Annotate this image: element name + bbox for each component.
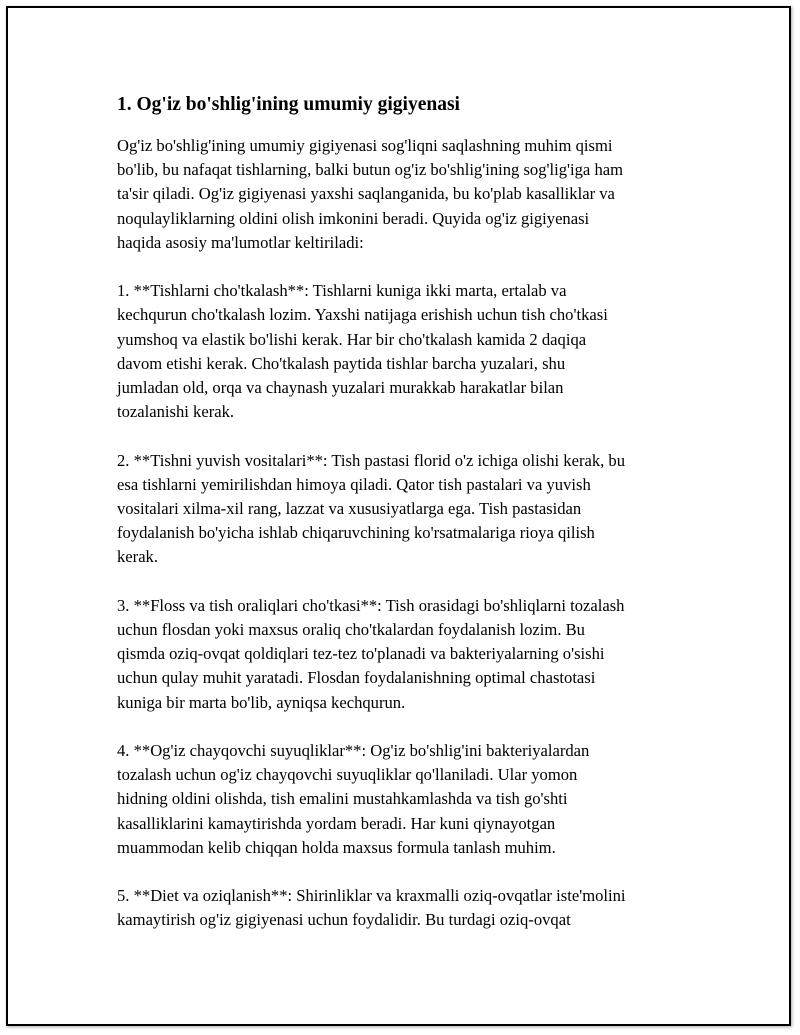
paragraph-item-3 — [117, 594, 697, 715]
text-line: tozalash uchun og'iz chayqovchi suyuqliklar qo'llaniladi. Ular yomon — [117, 765, 578, 785]
text-line: vositalari xilma-xil rang, lazzat va xususiyatlarga ega. Tish pastasidan — [117, 499, 582, 519]
text-line: 5. **Diet va oziqlanish**: Shirinliklar va kraxmalli oziq-ovqatlar iste'molini — [117, 886, 626, 906]
paragraph-item-4 — [117, 739, 697, 860]
text-line: 3. **Floss va tish oraliqlari cho'tkasi**: Tish orasidagi bo'shliqlarni tozalash — [117, 595, 625, 615]
paragraph-spacer — [117, 570, 697, 594]
text-line: ta'sir qiladi. Og'iz gigiyenasi yaxshi saqlanganida, bu ko'plab kasalliklar va — [117, 184, 615, 204]
text-line: davom etishi kerak. Cho'tkalash paytida tishlar barcha yuzalari, shu — [117, 353, 566, 373]
text-line: qismda oziq-ovqat qoldiqlari tez-tez to'planadi va bakteriyalarning o'sishi — [117, 644, 605, 664]
text-line: kasalliklarini kamaytirishda yordam beradi. Har kuni qiynayotgan — [117, 813, 556, 833]
text-line: kuniga bir marta bo'lib, ayniqsa kechqurun. — [117, 692, 406, 712]
paragraph-spacer — [117, 715, 697, 739]
paragraph-spacer — [117, 255, 697, 279]
text-line: noqulayliklarning oldini olish imkonini beradi. Quyida og'iz gigiyenasi — [117, 208, 590, 228]
paragraph-spacer — [117, 424, 697, 448]
text-line: uchun flosdan yoki maxsus oraliq cho'tkalardan foydalanish lozim. Bu — [117, 620, 585, 640]
paragraph-intro — [117, 134, 697, 255]
text-line: 4. **Og'iz chayqovchi suyuqliklar**: Og'iz bo'shlig'ini bakteriyalardan — [117, 741, 590, 761]
document-body — [117, 90, 697, 933]
text-line: tozalanishi kerak. — [117, 402, 235, 422]
text-line: uchun qulay muhit yaratadi. Flosdan foydalanishning optimal chastotasi — [117, 668, 596, 688]
text-line: kamaytirish og'iz gigiyenasi uchun foydalidir. Bu turdagi oziq-ovqat — [117, 910, 571, 930]
paragraph-spacer — [117, 860, 697, 884]
text-line: bo'lib, bu nafaqat tishlarning, balki butun og'iz bo'shlig'ining sog'lig'iga ham — [117, 160, 624, 180]
document-title: 1. Og'iz bo'shlig'ining umumiy gigiyenasi — [117, 94, 460, 115]
text-line: kerak. — [117, 547, 158, 567]
text-line: foydalanish bo'yicha ishlab chiqaruvchining ko'rsatmalariga rioya qilish — [117, 523, 595, 543]
paragraph-item-5 — [117, 884, 697, 932]
paragraph-item-2 — [117, 449, 697, 570]
text-line: haqida asosiy ma'lumotlar keltiriladi: — [117, 232, 364, 252]
text-line: 2. **Tishni yuvish vositalari**: Tish pastasi florid o'z ichiga olishi kerak, bu — [117, 450, 626, 470]
text-line: esa tishlarni yemirilishdan himoya qiladi. Qator tish pastalari va yuvish — [117, 474, 591, 494]
text-line: jumladan old, orqa va chaynash yuzalari murakkab harakatlar bilan — [117, 378, 564, 398]
text-line: Og'iz bo'shlig'ining umumiy gigiyenasi sog'liqni saqlashning muhim qismi — [117, 136, 613, 155]
text-line: kechqurun cho'tkalash lozim. Yaxshi natijaga erishish uchun tish cho'tkasi — [117, 305, 608, 325]
text-line: 1. **Tishlarni cho'tkalash**: Tishlarni kuniga ikki marta, ertalab va — [117, 281, 567, 301]
text-line: yumshoq va elastik bo'lishi kerak. Har bir cho'tkalash kamida 2 daqiqa — [117, 329, 587, 349]
paragraph-item-1 — [117, 279, 697, 424]
text-line: muammodan kelib chiqqan holda maxsus formula tanlash muhim. — [117, 837, 556, 857]
text-line: hidning oldini olishda, tish emalini mustahkamlashda va tish go'shti — [117, 789, 568, 809]
